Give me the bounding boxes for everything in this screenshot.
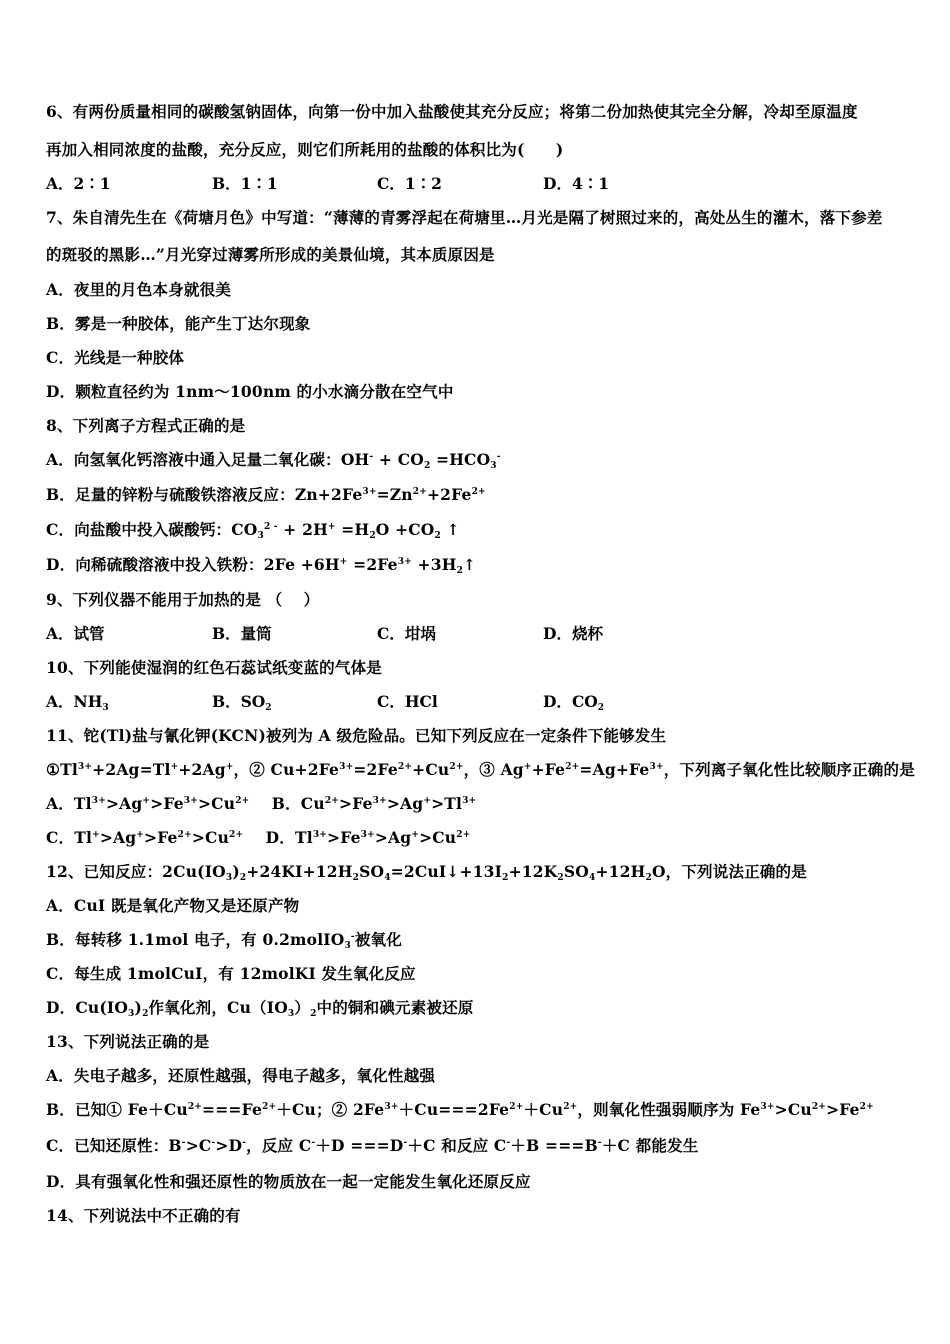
q10-stem: 10、下列能使湿润的红色石蕊试纸变蓝的气体是: [46, 658, 382, 677]
q11-stem: 11、铊(Tl)盐与氰化钾(KCN)被列为 A 级危险品。已知下列反应在一定条件下能够发生: [46, 726, 667, 745]
q13-option-b-pre: B．已知① Fe＋Cu: [46, 1100, 188, 1119]
q10-option-a-text: A．NH: [46, 692, 103, 711]
q12-option-d-post: 中的铜和碘元素被还原: [316, 998, 474, 1017]
q8-stem: 8、下列离子方程式正确的是: [46, 416, 246, 435]
q6-option-b: B．1∶1: [212, 174, 278, 193]
q7-option-a: A．夜里的月色本身就很美: [46, 280, 231, 299]
q6-option-c: C．1∶2: [377, 174, 442, 193]
q12-stem: [46, 862, 807, 882]
q7-option-c: C．光线是一种胶体: [46, 348, 185, 367]
q13-stem: 13、下列说法正确的是: [46, 1032, 210, 1051]
q13-option-c-pre: C．已知还原性：B: [46, 1136, 182, 1155]
q8-option-b-formula: $Zn+2Fe^{3+}=Zn^{2+}+2Fe^{2+}$: [294, 485, 486, 504]
q8-option-b: [46, 485, 486, 505]
q8-option-d: [46, 555, 476, 575]
q8-option-c: [46, 520, 460, 540]
q13-option-c-mid: ，反应 C: [246, 1136, 312, 1155]
q12-option-d: D．$Cu(IO_3)_2$作氧化剂，$Cu(IO_3)_2$中的铜和碘元素被还原: [46, 998, 474, 1019]
q10-option-b: B．$SO_2$: [212, 692, 272, 713]
q12-stem-prefix: 12、已知反应：: [46, 862, 163, 881]
q12-option-b: B．每转移 1.1mol 电子，有 0.2molIO$_3$-被氧化: [46, 930, 402, 951]
q13-option-a: A．失电子越多，还原性越强，得电子越多，氧化性越强: [46, 1066, 436, 1085]
q7-stem-line2: 的斑驳的黑影…”月光穿过薄雾所形成的美景仙境，其本质原因是: [46, 245, 495, 264]
q12-stem-suffix: ，下列说法正确的是: [665, 862, 807, 881]
q12-option-b-pre: B．每转移 1.1mol 电子，有 0.2molIO: [46, 930, 345, 949]
q11-options-cd: C．$Tl^+>Ag^+>Fe^{2+}>Cu^{2+}$ D．$Tl^{3+}>Fe^{3+}>Ag^+>Cu^{2+}$: [46, 828, 471, 847]
q8-option-a-text: A．向氢氧化钙溶液中通入足量二氧化碳：: [46, 450, 341, 469]
q9-option-b: B．量筒: [212, 624, 272, 643]
q6-option-d: D．4∶1: [543, 174, 610, 193]
q13-option-c-tail: 都能发生: [635, 1136, 699, 1155]
q11-reaction-formulas: $①Tl^{3+}+2Ag=Tl^++2Ag^+$，② $Cu+2Fe^{3+}=2Fe^{2+}+Cu^{2+}$，③ $Ag^++Fe^{2+}=Ag+Fe^{3+}$: [46, 760, 664, 779]
q9-option-d: D．烧杯: [543, 624, 603, 643]
q12-option-d-mid: 作氧化剂，Cu（IO: [148, 998, 288, 1017]
q8-option-d-formula: $2Fe +6H^+ =2Fe^{3+}$ $+3H_2↑$: [263, 555, 477, 576]
q10-option-d-text: D．CO: [543, 692, 598, 711]
q10-option-a: A．$NH_3$: [46, 692, 109, 713]
q8-option-d-text: D．向稀硫酸溶液中投入铁粉：: [46, 555, 264, 574]
q13-option-d: D．具有强氧化性和强还原性的物质放在一起一定能发生氧化还原反应: [46, 1172, 531, 1191]
q11-reactions: [46, 760, 915, 780]
q10-option-c: C．HCl: [377, 692, 438, 711]
q10-option-b-text: B．SO: [212, 692, 266, 711]
q7-stem-line1: 7、朱自清先生在《荷塘月色》中写道：“薄薄的青雾浮起在荷塘里…月光是隔了树照过来的，高处丛生的灌木，落下参差: [46, 208, 883, 227]
q9-option-a: A．试管: [46, 624, 105, 643]
q13-option-c: C．已知还原性：B->C->D-，反应 C-＋D ===D-＋C 和反应 C-＋B ===B-＋C 都能发生: [46, 1136, 699, 1155]
q8-option-a-formula: $OH^- + CO_2 =HCO_3^-$: [340, 450, 501, 471]
q8-option-b-text: B．足量的锌粉与硫酸铁溶液反应：: [46, 485, 295, 504]
q6-stem-line1: 6、有两份质量相同的碳酸氢钠固体，向第一份中加入盐酸使其充分反应；将第二份加热使其完全分解，冷却至原温度: [46, 102, 858, 121]
q9-option-c: C．坩埚: [377, 624, 436, 643]
q13-option-b-tail: ，则氧化性强弱顺序为 Fe: [577, 1100, 761, 1119]
q11-options-ab: A．$Tl^{3+}>Ag^+>Fe^{3+}>Cu^{2+}$ B．$Cu^{2+}>Fe^{3+}>Ag^+>Tl^{3+}$: [46, 794, 477, 813]
q8-option-a: [46, 450, 501, 470]
q12-option-b-post: 被氧化: [354, 930, 402, 949]
q9-stem: 9、下列仪器不能用于加热的是 （ ）: [46, 590, 320, 609]
q11-question-tail: ，下列离子氧化性比较顺序正确的是: [663, 760, 915, 779]
q12-option-a: A．CuI 既是氧化产物又是还原产物: [46, 896, 300, 915]
q12-option-c: C．每生成 1molCuI，有 12molKI 发生氧化反应: [46, 964, 416, 983]
q8-option-c-text: C．向盐酸中投入碳酸钙：: [46, 520, 232, 539]
q6-stem-line2: 再加入相同浓度的盐酸，充分反应，则它们所耗用的盐酸的体积比为( ): [46, 140, 564, 159]
q10-option-d: D．$CO_2$: [543, 692, 605, 713]
q12-equation: $2Cu(IO_3)_2+24KI+12H_2SO_4=2CuI↓+13I_2+12K_2SO_4+12H_2O$: [162, 862, 666, 883]
q6-option-a: A．2∶1: [46, 174, 111, 193]
q14-stem: 14、下列说法中不正确的有: [46, 1206, 241, 1225]
q8-option-c-formula: $CO_3^{2 -} + 2H^+ =H_2O +CO_2$ ↑: [231, 520, 460, 541]
q7-option-d: D．颗粒直径约为 1nm～100nm 的小水滴分散在空气中: [46, 382, 454, 401]
q13-option-b: B．已知① $Fe+Cu^{2+}===Fe^{2+}+Cu$；② $2Fe^{3+}+Cu===2Fe^{2+}+Cu^{2+}$，则氧化性强弱顺序为 $Fe^{3+}>Cu^{2+}>Fe^{2+}$: [46, 1100, 874, 1119]
q7-option-b: B．雾是一种胶体，能产生丁达尔现象: [46, 314, 311, 333]
